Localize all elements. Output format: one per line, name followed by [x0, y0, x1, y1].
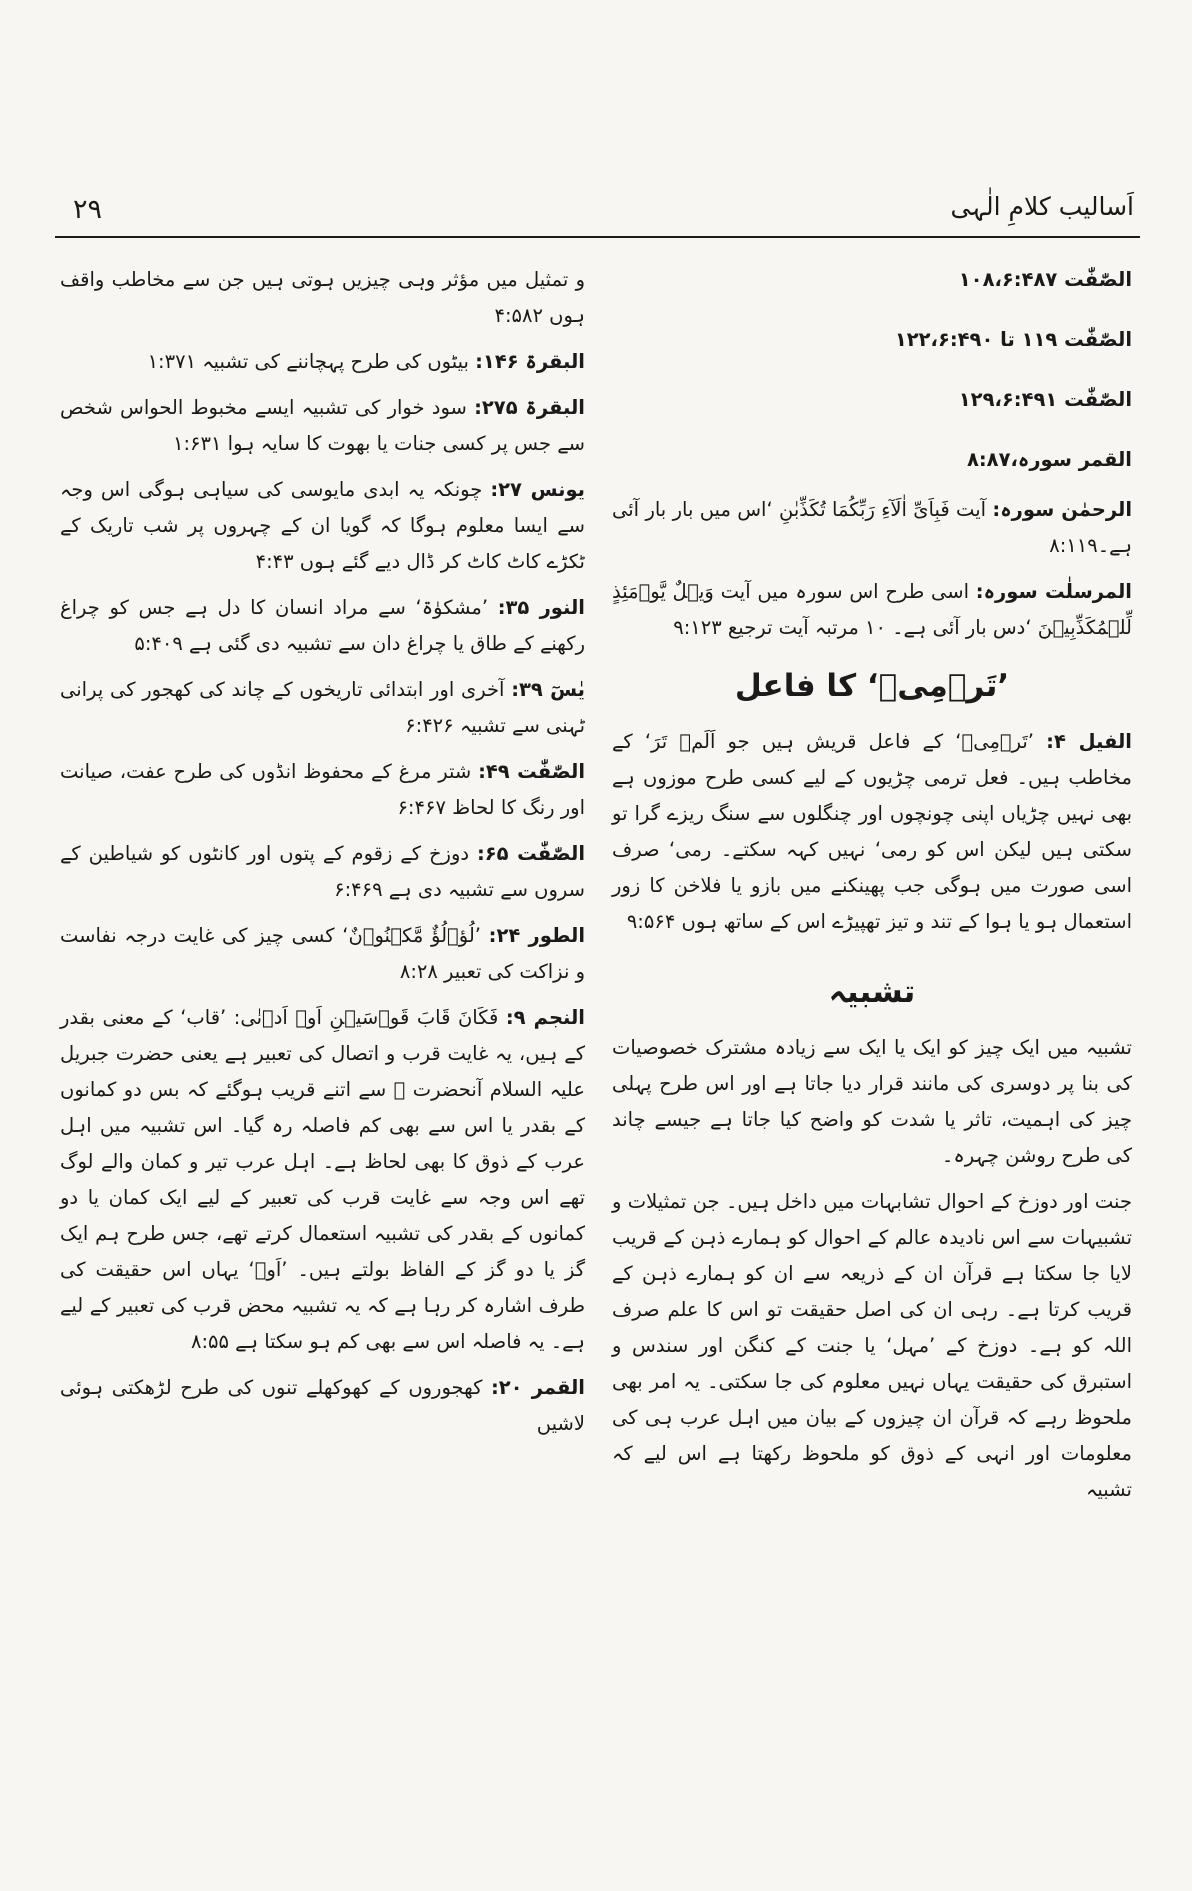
entry-reference: الفیل ۴: [1046, 730, 1132, 753]
reference-line: الصّٰفّٰت ۱۲۹،۶:۴۹۱ [958, 388, 1132, 411]
index-entry [60, 918, 585, 990]
intro-text: و تمثیل میں مؤثر وہی چیزیں ہوتی ہیں جن سے مخاطب واقف ہوں ۴:۵۸۲ [60, 268, 585, 327]
section-heading: تشبیہ [828, 974, 916, 1010]
entry-text: سود خوار کی تشبیہ ایسے مخبوط الحواس شخص سے جس پر کسی جنات یا بھوت کا سایہ ہوا ۱:۶۳۱ [60, 396, 585, 455]
index-entry [60, 344, 585, 380]
entry-reference: یونس ۲۷: [490, 478, 585, 501]
entry-reference: یٰسٓ ۳۹: [511, 678, 585, 701]
entry-reference: النور ۳۵: [497, 596, 585, 619]
entry-reference: النجم ۹: [505, 1006, 585, 1029]
index-entry [60, 1370, 585, 1442]
entry-reference: البقرۃ ۱۴۶: [475, 350, 585, 373]
entry-text: شتر مرغ کے محفوظ انڈوں کی طرح عفت، صیانت اور رنگ کا لحاظ ۶:۴۶۷ [60, 760, 585, 819]
entry-text: ’مشکوٰۃ‘ سے مراد انسان کا دل ہے جس کو چراغ رکھنے کے طاق یا چراغ دان سے تشبیہ دی گئی ہے ۵:۴۰۹ [60, 596, 585, 655]
entry-reference: الرحمٰن سورہ: [992, 498, 1133, 521]
index-entry [612, 724, 1132, 940]
entry-text: ’لُؤۡلُؤٌ مَّکۡنُوۡنٌ‘ کسی چیز کی غایت درجہ نفاست و نزاکت کی تعبیر ۸:۲۸ [60, 924, 585, 983]
entry-text: اسی طرح اس سورہ میں آیت وَیۡلٌ یَّوۡمَئِذٍ لِّلۡمُکَذِّبِیۡنَ ‘دس بار آئی ہے۔ ۱۰ مرتبہ آیت ترجیع ۹:۱۲۳ [612, 580, 1132, 639]
reference-line: الصّٰفّٰت ۱۱۹ تا ۱۲۲،۶:۴۹۰ [894, 328, 1132, 351]
right-column [612, 262, 1132, 1518]
entry-text: دوزخ کے زقوم کے پتوں اور کانٹوں کو شیاطین کے سروں سے تشبیہ دی ہے ۶:۴۶۹ [60, 842, 585, 901]
entry-text: بیٹوں کی طرح پہچاننے کی تشبیہ ۱:۳۷۱ [147, 350, 476, 373]
entry-text: آخری اور ابتدائی تاریخوں کے چاند کی کھجور کی پرانی ٹہنی سے تشبیہ ۶:۴۲۶ [60, 678, 585, 737]
entry-text: ’تَرۡمِیۡ‘ کے فاعل قریش ہیں جو اَلَمۡ تَرَ‘ کے مخاطب ہیں۔ فعل ترمی چڑیوں کے لیے کسی طرح موزوں ہے بھی نہیں چڑیاں اپنی چونچوں اور چنگلوں سے سنگ ریزے گرا تو سکتی ہیں لیکن اس کو رمی‘ نہیں کہہ سکتے۔ رمی‘ صرف اسی صورت میں ہوگی جب پھینکنے میں بازو یا فلاخن کا زور استعمال ہو یا ہوا کے تند و تیز تھپیڑے اس کے ساتھ ہوں ۹:۵۶۴ [612, 730, 1132, 933]
index-entry [612, 574, 1132, 646]
paragraph: جنت اور دوزخ کے احوال تشابہات میں داخل ہیں۔ جن تمثیلات و تشبیہات سے اس نادیدہ عالم کے احوال کو ہمارے ذہن کے قریب لایا جا سکتا ہے قرآن ان کے ذریعہ سے ان کو ہمارے ذہن کے قریب کرتا ہے۔ رہی ان کی اصل حقیقت تو اس کا علم صرف اللہ کو ہے۔ دوزخ کے ’مہل‘ یا جنت کے کنگن اور سندس و استبرق کی حقیقت یہاں نہیں معلوم کی جا سکتی۔ یہ امر بھی ملحوظ رہے کہ قرآن ان چیزوں کے بیان میں اہل عرب ہی کی معلومات اور انہی کے ذوق کو ملحوظ رکھتا ہے اس لیے کہ تشبیہ [612, 1190, 1132, 1501]
index-entry [60, 1000, 585, 1360]
entry-reference: الطور ۲۴: [488, 924, 586, 947]
entry-reference: القمر ۲۰: [490, 1376, 585, 1399]
index-entry [60, 472, 585, 580]
index-entry [60, 390, 585, 462]
entry-text: آیت فَبِاَیِّ اٰلَآءِ رَبِّکُمَا تُکَذِّبٰنِ ‘اس میں بار بار آئی ہے۔۸:۱۱۹ [612, 498, 1132, 557]
section-heading: ’تَرۡمِیۡ‘ کا فاعل [734, 668, 1010, 704]
entry-reference: البقرۃ ۲۷۵: [474, 396, 585, 419]
reference-line: القمر سورہ،۸:۸۷ [966, 448, 1132, 471]
paragraph: تشبیہ میں ایک چیز کو ایک یا ایک سے زیادہ مشترک خصوصیات کی بنا پر دوسری کی مانند قرار دیا جاتا ہے اور اس طرح پہلی چیز کی اہمیت، تاثر یا شدت کو واضح کیا جاتا ہے جیسے چاند کی طرح روشن چہرہ۔ [612, 1036, 1132, 1167]
index-entry [612, 492, 1132, 564]
page-header [55, 188, 1140, 238]
reference-line: الصّٰفّٰت ۱۰۸،۶:۴۸۷ [958, 268, 1132, 291]
entry-text: فَکَانَ قَابَ قَوۡسَیۡنِ اَوۡ اَدۡنٰی: ’قاب‘ کے معنی بقدر کے ہیں، یہ غایت قرب و اتصال کی تعبیر ہے یعنی حضرت جبریل علیہ السلام آنحضرت ﷺ سے اتنے قریب ہوگئے کہ بس دو کمانوں کے بقدر یا اس سے بھی کم فاصلہ رہ گیا۔ اس تشبیہ میں اہل عرب کے ذوق کا بھی لحاظ ہے۔ اہل عرب تیر و کمان والے لوگ تھے اس وجہ سے غایت قرب کی تعبیر کے لیے ایک کمان یا دو کمانوں کے بقدر کی تشبیہ استعمال کرتے تھے، جس طرح ہم ایک گز یا دو گز کے الفاظ بولتے ہیں۔ ’اَوۡ‘ یہاں اس حقیقت کی طرف اشارہ کر رہا ہے کہ یہ تشبیہ محض قرب کی تعبیر کے لیے ہے۔ یہ فاصلہ اس سے بھی کم ہو سکتا ہے ۸:۵۵ [60, 1006, 585, 1353]
entry-text: کھجوروں کے کھوکھلے تنوں کی طرح لڑھکتی ہوئی لاشیں [60, 1376, 585, 1435]
entry-reference: المرسلٰت سورہ: [975, 580, 1132, 603]
left-column [60, 262, 585, 1452]
book-title: اَسالیب کلامِ الٰہی [950, 192, 1134, 221]
index-entry [60, 754, 585, 826]
entry-reference: الصّٰفّٰت ۶۵: [476, 842, 586, 865]
page-number: ۲۹ [73, 194, 103, 225]
index-entry [60, 672, 585, 744]
entry-text: چونکہ یہ ابدی مایوسی کی سیاہی ہوگی اس وجہ سے ایسا معلوم ہوگا کہ گویا ان کے چہروں پر شب تاریک کے ٹکڑے کاٹ کاٹ کر ڈال دیے گئے ہوں ۴:۴۳ [60, 478, 585, 573]
index-entry [60, 590, 585, 662]
entry-reference: الصّٰفّٰت ۴۹: [478, 760, 585, 783]
index-entry [60, 836, 585, 908]
